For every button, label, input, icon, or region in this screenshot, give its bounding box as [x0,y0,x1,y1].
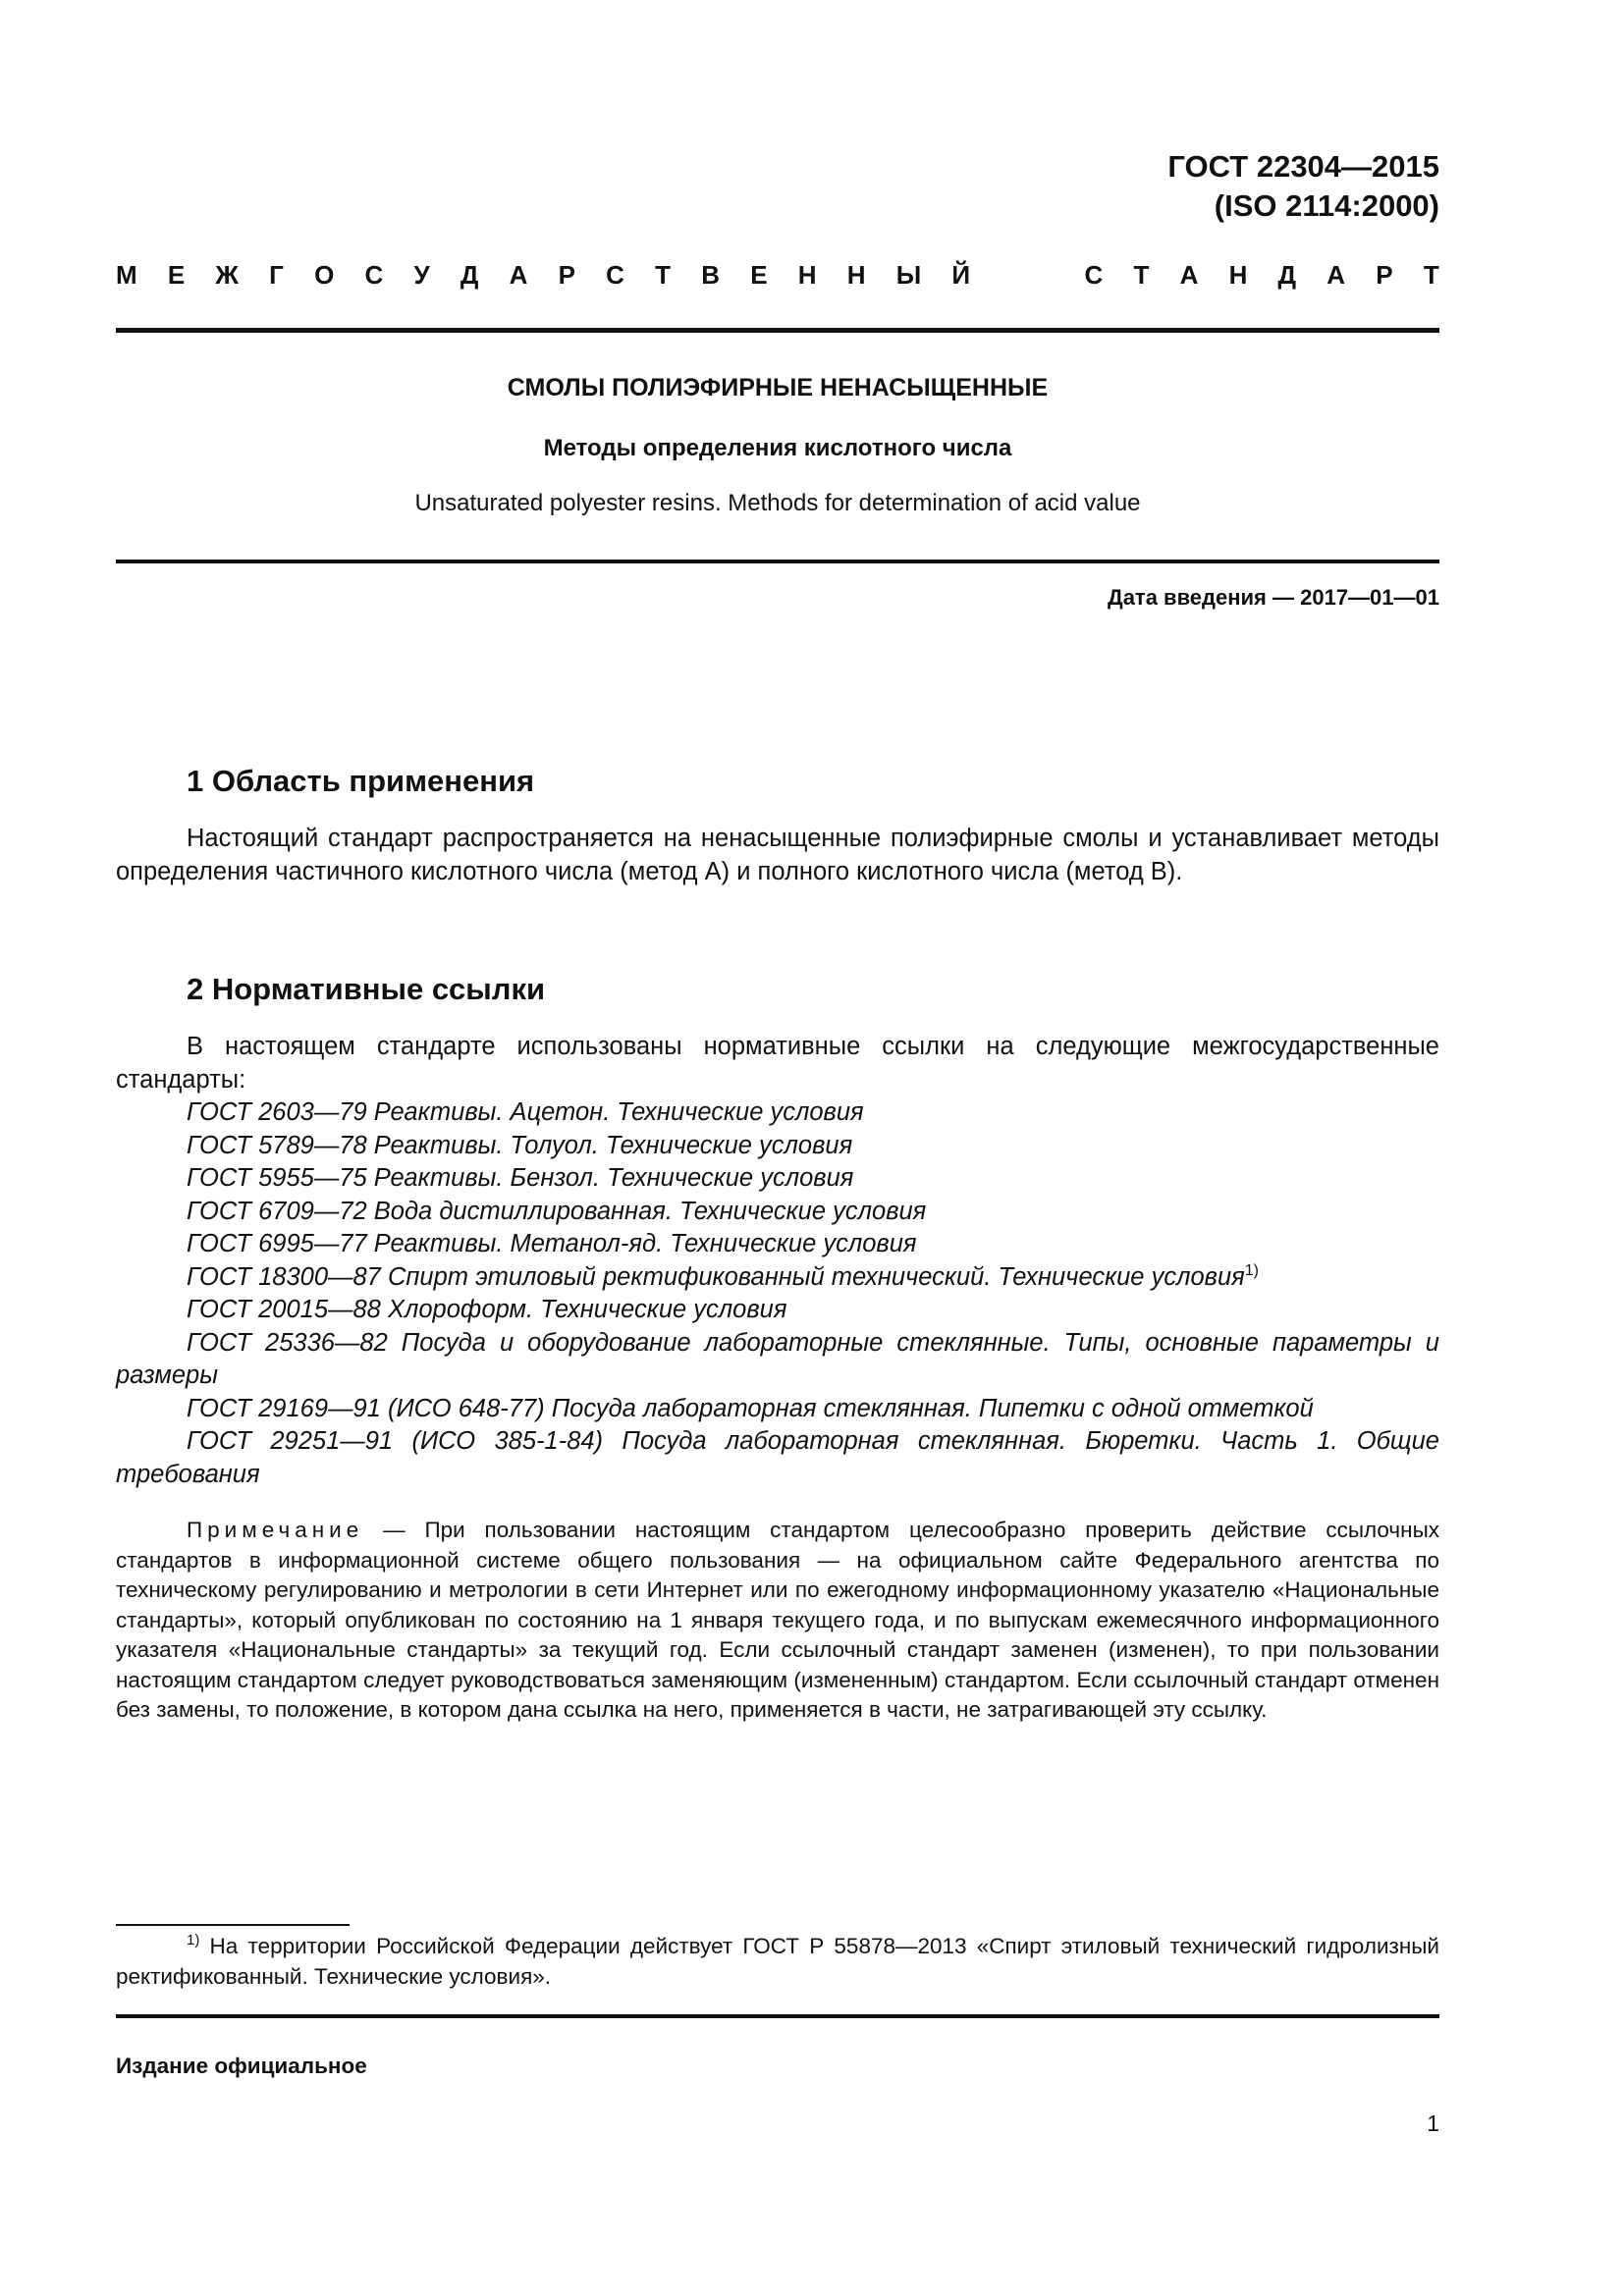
banner-letter: В [701,260,721,290]
banner-letter: О [314,260,335,290]
banner-letter: Г [269,260,284,290]
banner-letter: А [1326,260,1346,290]
banner-letter: Н [1228,260,1248,290]
footnote [116,1932,1439,1992]
section-text-scope: Настоящий стандарт распространяется на ненасыщенные полиэфирные смолы и устанавливает методы определения частичного кислотного числа (метод А) и полного кислотного числа (метод В). [116,825,1439,885]
reference-item: ГОСТ 18300—87 Спирт этиловый ректификованный технический. Технические условия$^{1)}$ [187,1261,1259,1291]
banner-letter: Н [797,260,817,290]
effective-date: Дата введения — 2017—01—01 [1108,585,1439,610]
document-subtitle: Методы определения кислотного числа [543,435,1012,461]
section-text-references: В настоящем стандарте использованы нормативные ссылки на следующие межгосударственные стандарты: [116,1033,1439,1094]
banner-letter: Н [846,260,866,290]
banner-letter: А [1179,260,1199,290]
reference-list [116,1096,1439,1491]
banner-word-gap [1001,258,1054,292]
footer-rule [116,2014,1439,2018]
reference-item: ГОСТ 25336—82 Посуда и оборудование лабораторные стеклянные. Типы, основные параметры и размеры [116,1328,1439,1389]
section-heading-scope: 1 Область применения [187,764,535,798]
banner-letter: С [606,260,624,290]
footnote-separator [116,1924,350,1926]
banner-letter: Ж [215,260,239,290]
banner-letter: Ы [895,260,922,290]
document-title: СМОЛЫ ПОЛИЭФИРНЫЕ НЕНАСЫЩЕННЫЕ [507,374,1049,401]
header-rule [116,328,1439,333]
edition-label: Издание официальное [116,2054,367,2078]
banner-letter: У [413,260,430,290]
banner-letter: Й [951,260,971,290]
banner-letter: С [364,260,384,290]
banner-letter: Д [1277,260,1297,290]
title-rule [116,560,1439,563]
reference-item: ГОСТ 29251—91 (ИСО 385-1-84) Посуда лабораторная стеклянная. Бюретки. Часть 1. Общие требования [116,1427,1439,1488]
standard-type-banner [116,258,1439,292]
banner-letter: Е [167,260,186,290]
document-title-english: Unsaturated polyester resins. Methods for determination of acid value [414,490,1141,516]
footnote-mark: 1) [187,1932,200,1949]
section-heading-references: 2 Нормативные ссылки [187,972,546,1006]
banner-letter: Т [1133,260,1150,290]
reference-item: ГОСТ 2603—79 Реактивы. Ацетон. Технические условия [187,1098,864,1126]
document-number-block [1167,147,1439,226]
banner-letter: С [1084,260,1104,290]
banner-letter: Т [1423,260,1439,290]
document-number: ГОСТ 22304—2015 [1167,149,1439,184]
reference-item: ГОСТ 6709—72 Вода дистиллированная. Технические условия [187,1197,927,1225]
reference-item: ГОСТ 5955—75 Реактивы. Бензол. Технические условия [187,1164,854,1192]
banner-letter: Д [460,260,479,290]
reference-item: ГОСТ 6995—77 Реактивы. Метанол-яд. Технические условия [187,1230,917,1257]
banner-letter: Р [558,260,575,290]
footnote-mark: 1) [1244,1261,1259,1279]
reference-item: ГОСТ 5789—78 Реактивы. Толуол. Технические условия [187,1131,853,1159]
reference-item: ГОСТ 29169—91 (ИСО 648-77) Посуда лабораторная стеклянная. Пипетки с одной отметкой [187,1394,1314,1422]
banner-letter: Е [750,260,768,290]
banner-letter: Р [1376,260,1393,290]
note-text: — При пользовании настоящим стандартом целесообразно проверить действие ссылочных стандартов в информационной системе общего пользования — на официальном сайте Федерального агентства по техническому регулированию и метрологии в сети Интернет или по ежегодному информационному указателю «Национальные стандарты», который опубликован по состоянию на 1 января текущего года, и по выпускам ежемесячного информационного указателя «Национальные стандарты» за текущий год. Если ссылочный стандарт заменен (изменен), то при пользовании настоящим стандартом следует руководствоваться заменяющим (измененным) стандартом. Если ссылочный стандарт отменен без замены, то положение, в котором дана ссылка на него, применяется в части, не затрагивающей эту ссылку. [116,1518,1439,1722]
page-number: 1 [1427,2110,1439,2136]
banner-letter: М [116,260,137,290]
note-paragraph [116,1516,1439,1726]
banner-letter: Т [655,260,672,290]
note-label: Примечание [187,1518,364,1542]
banner-letter: А [509,260,528,290]
footnote-text: На территории Российской Федерации действует ГОСТ Р 55878—2013 «Спирт этиловый технический гидролизный ректификованный. Технические условия». [116,1934,1439,1989]
reference-item: ГОСТ 20015—88 Хлороформ. Технические условия [187,1296,787,1323]
iso-number: (ISO 2114:2000) [1214,188,1439,223]
